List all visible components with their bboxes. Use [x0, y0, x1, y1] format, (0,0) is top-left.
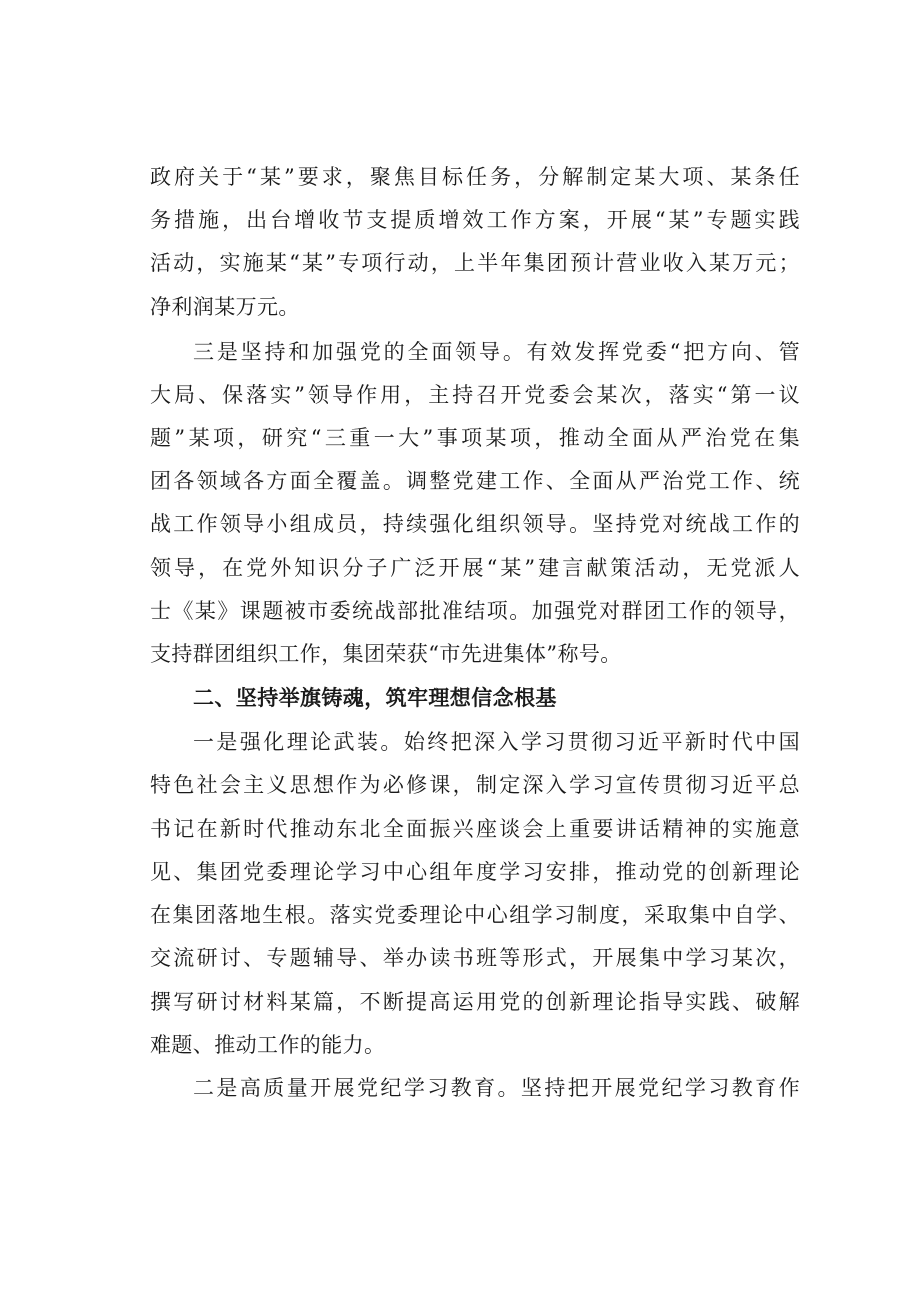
paragraph-line: 特色社会主义思想作为必修课，制定深入学习宣传贯彻习近平总 [150, 773, 800, 797]
paragraph-line: 交流研讨、专题辅导、举办读书班等形式，开展集中学习某次， [150, 946, 800, 970]
paragraph-line: 在集团落地生根。落实党委理论中心组学习制度，采取集中自学、 [150, 903, 800, 927]
paragraph-line: 二是高质量开展党纪学习教育。坚持把开展党纪学习教育作 [193, 1076, 800, 1100]
paragraph-line: 领导，在党外知识分子广泛开展“某”建言献策活动，无党派人 [150, 556, 800, 580]
paragraph-line: 题”某项，研究“三重一大”事项某项，推动全面从严治党在集 [150, 426, 800, 450]
paragraph-line: 净利润某万元。 [150, 295, 300, 319]
paragraph-line: 战工作领导小组成员，持续强化组织领导。坚持党对统战工作的 [150, 512, 800, 536]
paragraph-line: 务措施，出台增收节支提质增效工作方案，开展“某”专题实践 [150, 208, 800, 232]
paragraph-line: 大局、保落实”领导作用，主持召开党委会某次，落实“第一议 [150, 383, 800, 407]
paragraph-line: 支持群团组织工作，集团荣获“市先进集体”称号。 [150, 642, 622, 666]
document-page [150, 0, 800, 1301]
paragraph-line: 政府关于“某”要求，聚焦目标任务，分解制定某大项、某条任 [150, 165, 800, 189]
paragraph-line: 活动，实施某“某”专项行动，上半年集团预计营业收入某万元； [150, 251, 800, 275]
paragraph-line: 见、集团党委理论学习中心组年度学习安排，推动党的创新理论 [150, 860, 800, 884]
paragraph-line: 一是强化理论武装。始终把深入学习贯彻习近平新时代中国 [193, 730, 800, 754]
paragraph-line: 士《某》课题被市委统战部批准结项。加强党对群团工作的领导， [150, 599, 800, 623]
paragraph-line: 团各领域各方面全覆盖。调整党建工作、全面从严治党工作、统 [150, 469, 800, 493]
section-heading: 二、坚持举旗铸魂，筑牢理想信念根基 [193, 686, 557, 710]
paragraph-line: 三是坚持和加强党的全面领导。有效发挥党委“把方向、管 [193, 340, 800, 364]
paragraph-line: 撰写研讨材料某篇，不断提高运用党的创新理论指导实践、破解 [150, 990, 800, 1014]
paragraph-line: 难题、推动工作的能力。 [150, 1033, 386, 1057]
paragraph-line: 书记在新时代推动东北全面振兴座谈会上重要讲话精神的实施意 [150, 817, 800, 841]
